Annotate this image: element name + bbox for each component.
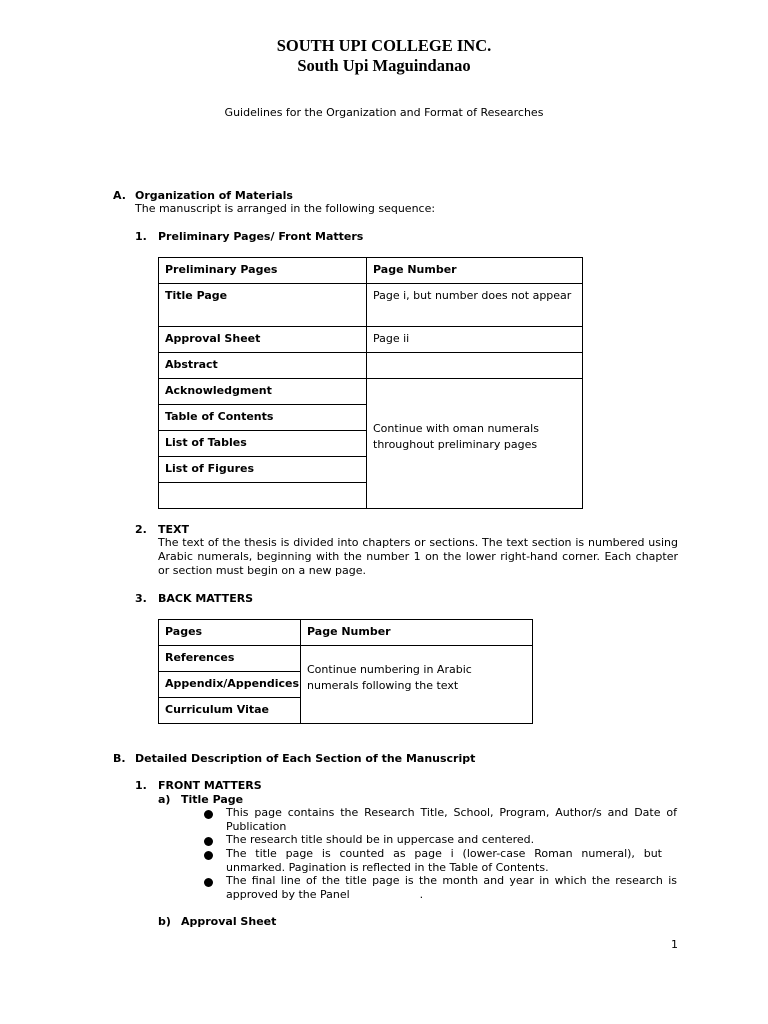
table-row-label: Abstract (158, 352, 367, 379)
sub-b-label: b) (158, 915, 171, 928)
list-item: The final line of the title page is the month and year in which the research is approved by the Panel . (226, 874, 681, 901)
section-b-letter: B. (113, 752, 126, 765)
table-header-cell: Preliminary Pages (158, 257, 367, 284)
sub-a-heading: Title Page (181, 793, 244, 806)
table-row-value: Page ii (366, 326, 583, 353)
sub-b-heading: Approval Sheet (181, 915, 277, 928)
sub-a-label: a) (158, 793, 171, 806)
table-row-value (366, 352, 583, 379)
list-item: This page contains the Research Title, School, Program, Author/s and Date of Publication (226, 806, 677, 833)
bullet-icon (204, 837, 213, 846)
table-row-value: Continue with oman numerals throughout preliminary pages (366, 378, 583, 509)
table-header-cell: Page Number (300, 619, 533, 646)
item-2-number: 2. (135, 523, 147, 536)
table-row-label (158, 482, 367, 509)
table-row-label: Curriculum Vitae (158, 697, 301, 724)
school-location: South Upi Maguindanao (297, 56, 471, 75)
b-item-1-number: 1. (135, 779, 147, 792)
table-row-value: Page i, but number does not appear (366, 283, 583, 327)
bullet-icon (204, 851, 213, 860)
item-1-number: 1. (135, 230, 147, 243)
bullet-icon (204, 878, 213, 887)
item-3-heading: BACK MATTERS (158, 592, 254, 605)
section-a-heading: Organization of Materials (135, 189, 293, 202)
table-row-label: List of Tables (158, 430, 367, 457)
bullet-icon (204, 810, 213, 819)
table-row-label: List of Figures (158, 456, 367, 483)
item-3-number: 3. (135, 592, 147, 605)
table-header-cell: Pages (158, 619, 301, 646)
table-row-label: References (158, 645, 301, 672)
item-2-body: The text of the thesis is divided into chapters or sections. The text section is numbered using Arabic numerals, beginning with the number 1 on the lower right-hand corner. Each chapter or section must begin on a new page. (158, 536, 678, 577)
b-item-1-heading: FRONT MATTERS (158, 779, 262, 792)
item-1-heading: Preliminary Pages/ Front Matters (158, 230, 364, 243)
section-b-heading: Detailed Description of Each Section of the Manuscript (135, 752, 476, 765)
item-2-heading: TEXT (158, 523, 190, 536)
table-row-label: Acknowledgment (158, 378, 367, 405)
school-name: SOUTH UPI COLLEGE INC. (276, 36, 492, 55)
table-header-cell: Page Number (366, 257, 583, 284)
table-row-label: Table of Contents (158, 404, 367, 431)
section-a-letter: A. (113, 189, 126, 202)
document-title: Guidelines for the Organization and Format of Researches (224, 106, 544, 119)
table-row-label: Appendix/Appendices (158, 671, 301, 698)
list-item: The title page is counted as page i (lower-case Roman numeral), but unmarked. Pagination is reflected in the Table of Contents. (226, 847, 662, 874)
page-number: 1 (671, 938, 678, 951)
list-item: The research title should be in uppercase and centered. (226, 833, 535, 846)
table-row-value: Continue numbering in Arabic numerals following the text (300, 645, 533, 724)
table-row-label: Approval Sheet (158, 326, 367, 353)
table-row-label: Title Page (158, 283, 367, 327)
section-a-intro: The manuscript is arranged in the following sequence: (135, 202, 436, 215)
